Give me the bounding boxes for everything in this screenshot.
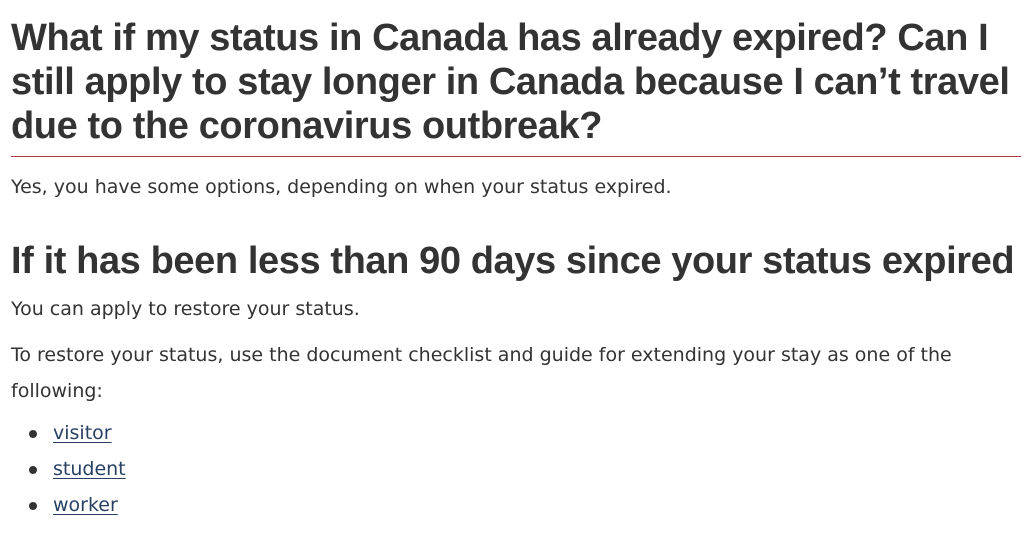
list-item	[29, 415, 1021, 451]
worker-link[interactable]: worker	[53, 494, 118, 516]
faq-content	[11, 0, 1021, 523]
restore-instructions-text: To restore your status, use the document checklist and guide for extending your stay as one of the following:	[11, 344, 952, 402]
question-heading: What if my status in Canada has already expired? Can I still apply to stay longer in Canada because I can’t travel due to the coronavirus outbreak?	[11, 16, 1021, 157]
bullet-icon	[29, 430, 37, 438]
answer-text: Yes, you have some options, depending on when your status expired.	[11, 176, 672, 198]
restore-intro-text: You can apply to restore your status.	[11, 298, 360, 320]
section-heading: If it has been less than 90 days since your status expired	[11, 240, 1015, 282]
list-item	[29, 451, 1021, 487]
visitor-link[interactable]: visitor	[53, 422, 112, 444]
status-options-list	[11, 415, 1021, 523]
bullet-icon	[29, 466, 37, 474]
bullet-icon	[29, 502, 37, 510]
list-item	[29, 487, 1021, 523]
student-link[interactable]: student	[53, 458, 126, 480]
